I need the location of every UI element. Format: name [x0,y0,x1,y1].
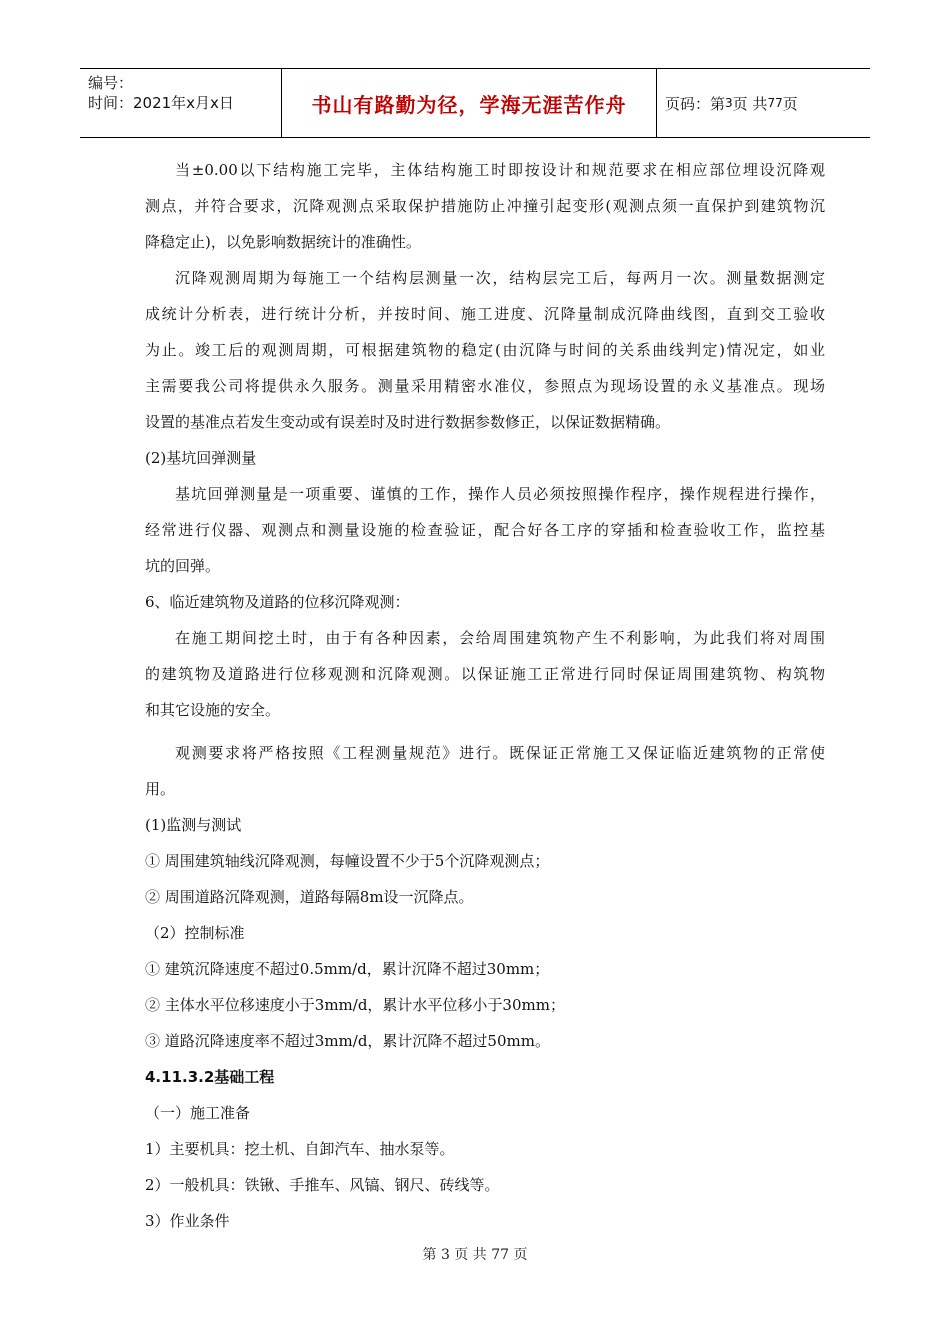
paragraph-line: 为止。竣工后的观测周期，可根据建筑物的稳定(由沉降与时间的关系曲线判定)情况定，如业 [145,341,825,359]
paragraph-line: 的建筑物及道路进行位移观测和沉降观测。以保证施工正常进行同时保证周围建筑物、构筑物 [145,665,825,683]
list-item: 3）作业条件 [145,1212,230,1230]
list-item: 1）主要机具：挖土机、自卸汽车、抽水泵等。 [145,1140,455,1158]
page-label-mid: 页 共 [732,94,768,113]
paragraph-line: 测点，并符合要求，沉降观测点采取保护措施防止冲撞引起变形(观测点须一直保护到建筑物沉 [145,197,825,215]
page-label-prefix: 页码：第 [665,94,726,113]
page-label-suffix: 页 [782,94,798,113]
paragraph-line: 当±0.00以下结构施工完毕，主体结构施工时即按设计和规范要求在相应部位埋设沉降观 [175,161,825,179]
paragraph-line: 成统计分析表，进行统计分析，并按时间、施工进度、沉降量制成沉降曲线图，直到交工验收 [145,305,825,323]
paragraph-line: 坑的回弹。 [145,557,221,575]
paragraph-line: 降稳定止)，以免影响数据统计的准确性。 [145,233,421,251]
paragraph-line: 在施工期间挖土时，由于有各种因素，会给周围建筑物产生不利影响，为此我们将对周围 [175,629,825,647]
list-item: ③ 道路沉降速度率不超过3mm/d，累计沉降不超过50mm。 [145,1032,550,1050]
paragraph-line: 用。 [145,780,176,798]
document-time-label: 时间：2021年x月x日 [88,94,234,112]
paragraph-line: 经常进行仪器、观测点和测量设施的检查验证，配合好各工序的穿插和检查验收工作，监控基 [145,521,825,539]
paragraph-line: 主需要我公司将提供永久服务。测量采用精密水准仪，参照点为现场设置的永义基准点。现场 [145,377,825,395]
paragraph-line: 基坑回弹测量是一项重要、谨慎的工作，操作人员必须按照操作程序，操作规程进行操作， [175,485,825,503]
paragraph-line: 设置的基准点若发生变动或有误差时及时进行数据参数修正，以保证数据精确。 [145,413,671,431]
header-motto-cell [282,69,657,137]
document-body [145,152,825,1239]
header-page-cell [657,69,870,137]
chapter-heading: 4.11.3.2基础工程 [145,1068,275,1086]
page-current-number: 3 [725,96,733,110]
list-item: ② 主体水平位移速度小于3mm/d，累计水平位移小于30mm； [145,996,565,1014]
page-footer: 第 3 页 共 77 页 [422,1247,528,1263]
section-heading: (2)基坑回弹测量 [145,449,257,467]
list-item: ① 建筑沉降速度不超过0.5mm/d，累计沉降不超过30mm； [145,960,550,978]
section-heading: （一）施工准备 [145,1104,251,1122]
paragraph-line: 和其它设施的安全。 [145,701,281,719]
paragraph-line: 观测要求将严格按照《工程测量规范》进行。既保证正常施工又保证临近建筑物的正常使 [175,744,825,762]
section-heading: 6、临近建筑物及道路的位移沉降观测： [145,593,410,611]
paragraph-line: 沉降观测周期为每施工一个结构层测量一次，结构层完工后，每两月一次。测量数据测定 [175,269,825,287]
header-info-cell [80,69,282,137]
list-item: ① 周围建筑轴线沉降观测，每幢设置不少于5个沉降观测点； [145,852,550,870]
page-total-number: 77 [767,96,783,110]
list-item: ② 周围道路沉降观测，道路每隔8m设一沉降点。 [145,888,474,906]
page-header [80,68,870,138]
list-item: 2）一般机具：铁锹、手推车、风镐、钢尺、砖线等。 [145,1176,500,1194]
document-number-label: 编号： [88,74,134,92]
header-motto: 书山有路勤为径，学海无涯苦作舟 [311,92,627,117]
section-heading: (1)监测与测试 [145,816,242,834]
section-heading: （2）控制标准 [145,924,245,942]
